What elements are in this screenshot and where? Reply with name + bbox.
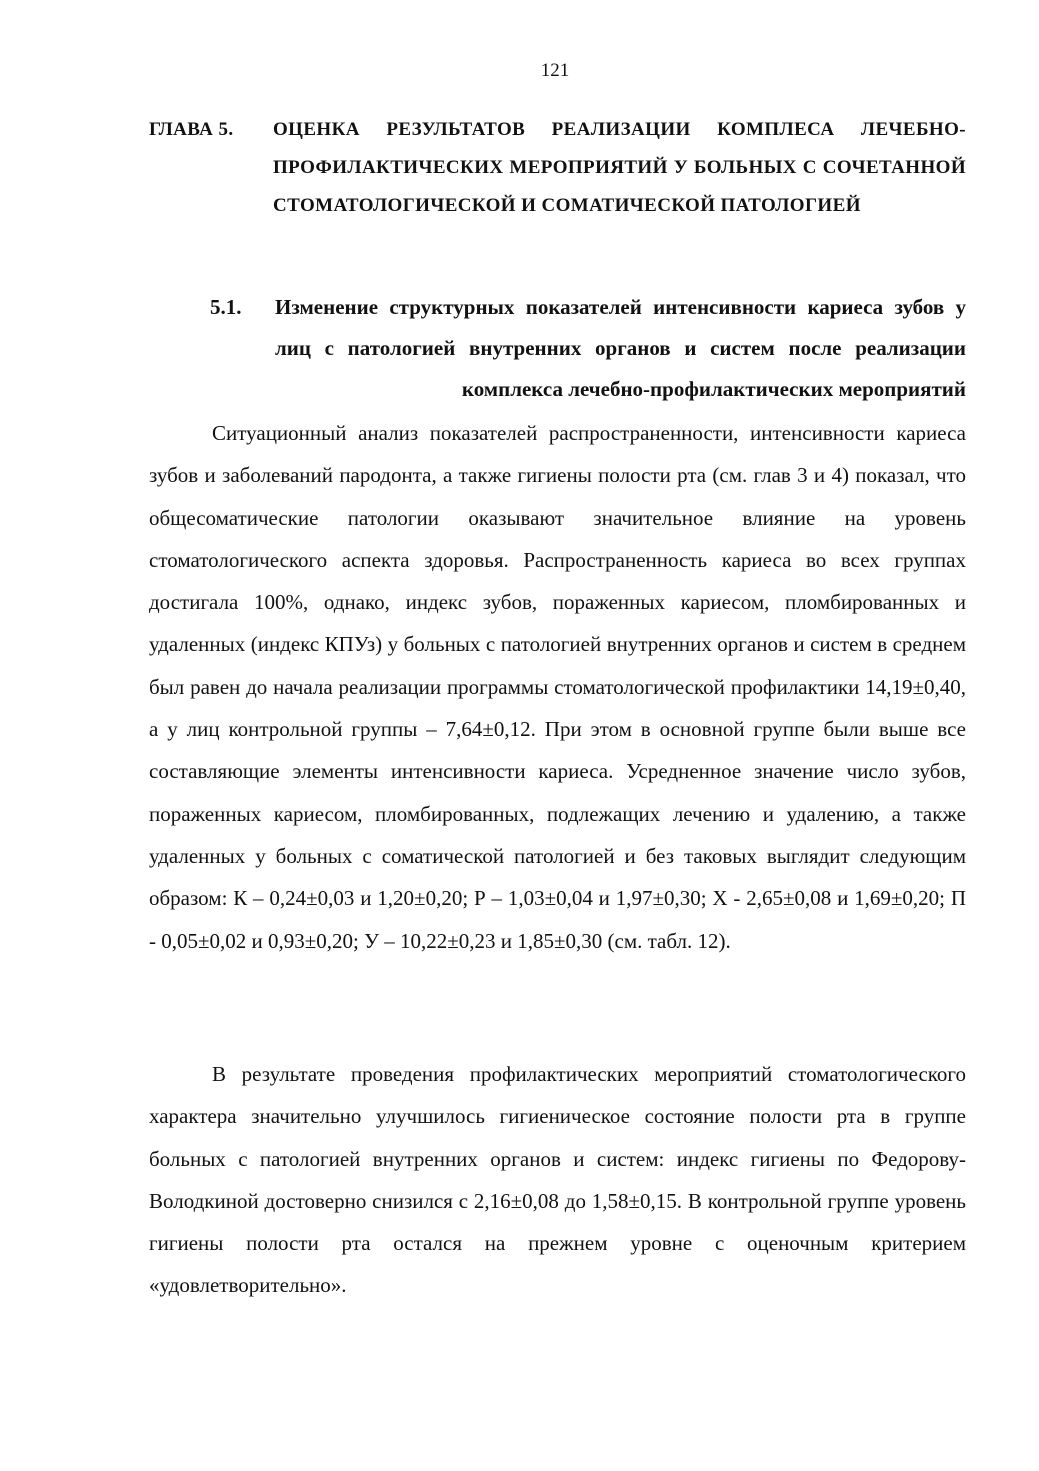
- page-number: 121: [540, 60, 570, 81]
- chapter-label: ГЛАВА 5.: [149, 119, 234, 140]
- section-number: 5.1.: [210, 295, 242, 319]
- section-heading: [210, 287, 966, 410]
- chapter-heading: [149, 111, 966, 225]
- chapter-title: ОЦЕНКА РЕЗУЛЬТАТОВ РЕАЛИЗАЦИИ КОМПЛЕСА ЛЕЧЕБНО-ПРОФИЛАКТИЧЕСКИХ МЕРОПРИЯТИЙ У БОЛЬНЫХ С СОЧЕТАННОЙ СТОМАТОЛОГИЧЕСКОЙ И СОМАТИЧЕСКОЙ ПАТОЛОГИЕЙ: [273, 119, 966, 216]
- body-paragraph: В результате проведения профилактических мероприятий стоматологического характера значительно улучшилось гигиеническое состояние полости рта в группе больных с патологией внутренних органов и систем: индекс гигиены по Федорову-Володкиной достоверно снизился с 2,16±0,08 до 1,58±0,15. В контрольной группе уровень гигиены полости рта остался на прежнем уровне с оценочным критерием «удовлетворительно».: [149, 1062, 966, 1298]
- body-paragraph: Ситуационный анализ показателей распространенности, интенсивности кариеса зубов и заболеваний пародонта, а также гигиены полости рта (см. глав 3 и 4) показал, что общесоматические патологии оказывают значительное влияние на уровень стоматологического аспекта здоровья. Распространенность кариеса во всех группах достигала 100%, однако, индекс зубов, пораженных кариесом, пломбированных и удаленных (индекс КПУз) у больных с патологией внутренних органов и систем в среднем был равен до начала реализации программы стоматологической профилактики 14,19±0,40, а у лиц контрольной группы – 7,64±0,12. При этом в основной группе были выше все составляющие элементы интенсивности кариеса. Усредненное значение число зубов, пораженных кариесом, пломбированных, подлежащих лечению и удалению, а также удаленных у больных с соматической патологией и без таковых выглядит следующим образом: К – 0,24±0,03 и 1,20±0,20; Р – 1,03±0,04 и 1,97±0,30; Х - 2,65±0,08 и 1,69±0,20; П - 0,05±0,02 и 0,93±0,20; У – 10,22±0,23 и 1,85±0,30 (см. табл. 12).: [149, 421, 966, 953]
- section-title: Изменение структурных показателей интенсивности кариеса зубов у лиц с патологией внутренних органов и систем после реализации комплекса лечебно-профилактических мероприятий: [275, 295, 966, 401]
